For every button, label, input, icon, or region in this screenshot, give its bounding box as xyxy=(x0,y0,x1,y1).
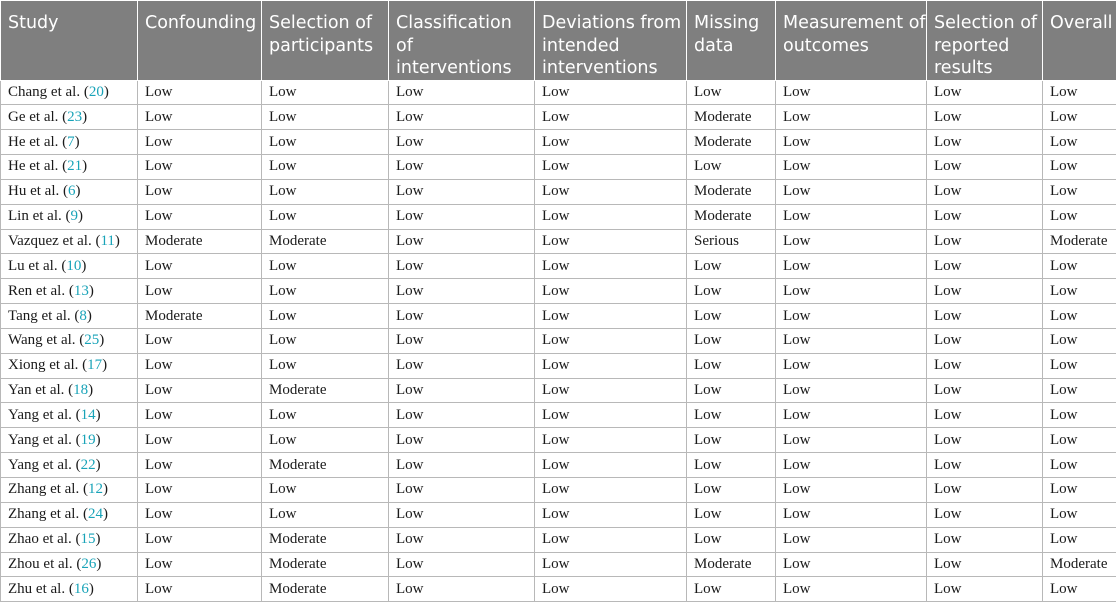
classification-of-interventions-cell: Low xyxy=(389,254,535,279)
selection-of-participants-cell: Low xyxy=(262,204,389,229)
table-row xyxy=(1,552,1116,577)
study-cell xyxy=(1,378,138,403)
study-author: Yang et al. ( xyxy=(8,406,81,423)
table-row xyxy=(1,403,1116,428)
overall-cell: Low xyxy=(1043,254,1116,279)
reference-link[interactable]: 23 xyxy=(67,108,83,125)
selection-of-participants-cell: Low xyxy=(262,478,389,503)
selection-of-reported-results-cell: Low xyxy=(927,403,1043,428)
selection-of-participants-cell: Low xyxy=(262,130,389,155)
selection-of-participants-cell: Low xyxy=(262,155,389,180)
selection-of-participants-cell: Low xyxy=(262,428,389,453)
confounding-cell: Low xyxy=(138,328,262,353)
study-close-paren: ) xyxy=(81,257,87,274)
classification-of-interventions-cell: Low xyxy=(389,552,535,577)
measurement-of-outcomes-cell: Low xyxy=(776,328,927,353)
missing-data-cell: Serious xyxy=(687,229,776,254)
table-body xyxy=(1,80,1116,602)
study-author: Hu et al. ( xyxy=(8,183,68,200)
table-row xyxy=(1,328,1116,353)
selection-of-reported-results-cell: Low xyxy=(927,229,1043,254)
confounding-cell: Low xyxy=(138,577,262,602)
measurement-of-outcomes-cell: Low xyxy=(776,353,927,378)
deviations-cell: Low xyxy=(535,254,687,279)
confounding-cell: Low xyxy=(138,155,262,180)
study-cell xyxy=(1,428,138,453)
missing-data-cell: Low xyxy=(687,304,776,329)
table-row xyxy=(1,105,1116,130)
reference-link[interactable]: 22 xyxy=(80,456,96,473)
selection-of-reported-results-cell: Low xyxy=(927,502,1043,527)
classification-of-interventions-cell: Low xyxy=(389,577,535,602)
deviations-cell: Low xyxy=(535,279,687,304)
classification-of-interventions-cell: Low xyxy=(389,80,535,105)
measurement-of-outcomes-cell: Low xyxy=(776,552,927,577)
confounding-cell: Moderate xyxy=(138,304,262,329)
overall-cell: Low xyxy=(1043,353,1116,378)
overall-cell: Low xyxy=(1043,403,1116,428)
overall-cell: Low xyxy=(1043,204,1116,229)
overall-cell: Moderate xyxy=(1043,552,1116,577)
study-cell xyxy=(1,304,138,329)
classification-of-interventions-cell: Low xyxy=(389,478,535,503)
study-cell xyxy=(1,80,138,105)
confounding-cell: Low xyxy=(138,254,262,279)
reference-link[interactable]: 13 xyxy=(73,282,89,299)
reference-link[interactable]: 15 xyxy=(80,531,96,548)
confounding-cell: Low xyxy=(138,502,262,527)
reference-link[interactable]: 24 xyxy=(87,506,103,523)
reference-link[interactable]: 19 xyxy=(80,431,96,448)
classification-of-interventions-cell: Low xyxy=(389,502,535,527)
overall-cell: Low xyxy=(1043,304,1116,329)
measurement-of-outcomes-cell: Low xyxy=(776,577,927,602)
confounding-cell: Low xyxy=(138,527,262,552)
selection-of-reported-results-cell: Low xyxy=(927,254,1043,279)
deviations-cell: Low xyxy=(535,179,687,204)
missing-data-cell: Low xyxy=(687,453,776,478)
table-row xyxy=(1,502,1116,527)
column-header-overall: Overall xyxy=(1043,1,1116,81)
confounding-cell: Low xyxy=(138,378,262,403)
classification-of-interventions-cell: Low xyxy=(389,229,535,254)
overall-cell: Low xyxy=(1043,179,1116,204)
header-row xyxy=(1,1,1116,81)
measurement-of-outcomes-cell: Low xyxy=(776,254,927,279)
study-cell xyxy=(1,328,138,353)
study-close-paren: ) xyxy=(95,531,101,548)
measurement-of-outcomes-cell: Low xyxy=(776,502,927,527)
missing-data-cell: Low xyxy=(687,155,776,180)
study-close-paren: ) xyxy=(82,158,88,175)
study-close-paren: ) xyxy=(102,481,108,498)
deviations-cell: Low xyxy=(535,229,687,254)
confounding-cell: Low xyxy=(138,179,262,204)
measurement-of-outcomes-cell: Low xyxy=(776,453,927,478)
reference-link[interactable]: 20 xyxy=(88,83,104,100)
deviations-cell: Low xyxy=(535,428,687,453)
study-cell xyxy=(1,502,138,527)
deviations-cell: Low xyxy=(535,577,687,602)
column-header-measurement-of-outcomes: Measurement of outcomes xyxy=(776,1,927,81)
column-header-missing-data: Missing data xyxy=(687,1,776,81)
selection-of-reported-results-cell: Low xyxy=(927,105,1043,130)
confounding-cell: Low xyxy=(138,403,262,428)
selection-of-participants-cell: Low xyxy=(262,328,389,353)
reference-link[interactable]: 17 xyxy=(87,357,103,374)
missing-data-cell: Low xyxy=(687,353,776,378)
selection-of-reported-results-cell: Low xyxy=(927,328,1043,353)
reference-link[interactable]: 10 xyxy=(66,257,82,274)
study-author: Yang et al. ( xyxy=(8,431,81,448)
selection-of-participants-cell: Moderate xyxy=(262,229,389,254)
measurement-of-outcomes-cell: Low xyxy=(776,80,927,105)
selection-of-reported-results-cell: Low xyxy=(927,378,1043,403)
reference-link[interactable]: 11 xyxy=(100,232,115,249)
deviations-cell: Low xyxy=(535,80,687,105)
deviations-cell: Low xyxy=(535,527,687,552)
deviations-cell: Low xyxy=(535,478,687,503)
study-author: He et al. ( xyxy=(8,158,68,175)
study-author: He et al. ( xyxy=(8,133,68,150)
selection-of-participants-cell: Moderate xyxy=(262,527,389,552)
missing-data-cell: Low xyxy=(687,254,776,279)
study-close-paren: ) xyxy=(96,555,102,572)
overall-cell: Low xyxy=(1043,80,1116,105)
deviations-cell: Low xyxy=(535,453,687,478)
overall-cell: Low xyxy=(1043,453,1116,478)
column-header-deviations-from-intended-interventions: Deviations from intended interventions xyxy=(535,1,687,81)
study-cell xyxy=(1,527,138,552)
deviations-cell: Low xyxy=(535,204,687,229)
classification-of-interventions-cell: Low xyxy=(389,105,535,130)
selection-of-participants-cell: Low xyxy=(262,304,389,329)
column-header-study: Study xyxy=(1,1,138,81)
table-row xyxy=(1,80,1116,105)
reference-link[interactable]: 12 xyxy=(87,481,103,498)
reference-link[interactable]: 6 xyxy=(67,183,76,200)
classification-of-interventions-cell: Low xyxy=(389,527,535,552)
overall-cell: Moderate xyxy=(1043,229,1116,254)
study-close-paren: ) xyxy=(88,382,94,399)
confounding-cell: Low xyxy=(138,552,262,577)
deviations-cell: Low xyxy=(535,130,687,155)
selection-of-reported-results-cell: Low xyxy=(927,453,1043,478)
study-close-paren: ) xyxy=(95,406,101,423)
missing-data-cell: Moderate xyxy=(687,179,776,204)
measurement-of-outcomes-cell: Low xyxy=(776,304,927,329)
table-row xyxy=(1,254,1116,279)
study-close-paren: ) xyxy=(102,357,108,374)
classification-of-interventions-cell: Low xyxy=(389,204,535,229)
deviations-cell: Low xyxy=(535,155,687,180)
classification-of-interventions-cell: Low xyxy=(389,328,535,353)
overall-cell: Low xyxy=(1043,428,1116,453)
selection-of-reported-results-cell: Low xyxy=(927,204,1043,229)
missing-data-cell: Moderate xyxy=(687,552,776,577)
selection-of-reported-results-cell: Low xyxy=(927,478,1043,503)
overall-cell: Low xyxy=(1043,577,1116,602)
reference-link[interactable]: 9 xyxy=(70,208,78,225)
study-author: Tang et al. ( xyxy=(8,307,80,324)
overall-cell: Low xyxy=(1043,279,1116,304)
selection-of-reported-results-cell: Low xyxy=(927,353,1043,378)
measurement-of-outcomes-cell: Low xyxy=(776,130,927,155)
study-cell xyxy=(1,478,138,503)
reference-link[interactable]: 16 xyxy=(73,580,89,597)
reference-link[interactable]: 21 xyxy=(67,158,83,175)
study-cell xyxy=(1,552,138,577)
selection-of-participants-cell: Low xyxy=(262,80,389,105)
study-author: Ren et al. ( xyxy=(8,282,74,299)
confounding-cell: Low xyxy=(138,428,262,453)
study-cell xyxy=(1,179,138,204)
confounding-cell: Low xyxy=(138,279,262,304)
study-close-paren: ) xyxy=(82,108,88,125)
confounding-cell: Low xyxy=(138,353,262,378)
study-close-paren: ) xyxy=(75,183,81,200)
deviations-cell: Low xyxy=(535,328,687,353)
classification-of-interventions-cell: Low xyxy=(389,130,535,155)
study-close-paren: ) xyxy=(74,133,80,150)
column-header-confounding: Confounding xyxy=(138,1,262,81)
study-close-paren: ) xyxy=(88,282,94,299)
table-row xyxy=(1,428,1116,453)
deviations-cell: Low xyxy=(535,304,687,329)
measurement-of-outcomes-cell: Low xyxy=(776,478,927,503)
study-author: Lu et al. ( xyxy=(8,257,67,274)
reference-link[interactable]: 18 xyxy=(73,382,89,399)
selection-of-participants-cell: Low xyxy=(262,353,389,378)
study-author: Zhang et al. ( xyxy=(8,481,88,498)
selection-of-participants-cell: Moderate xyxy=(262,378,389,403)
study-cell xyxy=(1,229,138,254)
study-author: Vazquez et al. ( xyxy=(8,232,101,249)
column-header-classification-of-interventions: Classification of interventions xyxy=(389,1,535,81)
missing-data-cell: Low xyxy=(687,428,776,453)
table-row xyxy=(1,304,1116,329)
missing-data-cell: Low xyxy=(687,328,776,353)
measurement-of-outcomes-cell: Low xyxy=(776,204,927,229)
measurement-of-outcomes-cell: Low xyxy=(776,279,927,304)
study-close-paren: ) xyxy=(103,83,109,100)
selection-of-participants-cell: Low xyxy=(262,403,389,428)
reference-link[interactable]: 26 xyxy=(81,555,97,572)
table-row xyxy=(1,204,1116,229)
selection-of-participants-cell: Low xyxy=(262,105,389,130)
table-row xyxy=(1,229,1116,254)
reference-link[interactable]: 8 xyxy=(79,307,87,324)
overall-cell: Low xyxy=(1043,478,1116,503)
measurement-of-outcomes-cell: Low xyxy=(776,428,927,453)
study-author: Zhu et al. ( xyxy=(8,580,74,597)
reference-link[interactable]: 7 xyxy=(67,133,75,150)
measurement-of-outcomes-cell: Low xyxy=(776,403,927,428)
classification-of-interventions-cell: Low xyxy=(389,353,535,378)
study-close-paren: ) xyxy=(99,332,105,349)
column-header-selection-of-participants: Selection of participants xyxy=(262,1,389,81)
overall-cell: Low xyxy=(1043,502,1116,527)
deviations-cell: Low xyxy=(535,552,687,577)
measurement-of-outcomes-cell: Low xyxy=(776,155,927,180)
measurement-of-outcomes-cell: Low xyxy=(776,105,927,130)
measurement-of-outcomes-cell: Low xyxy=(776,229,927,254)
deviations-cell: Low xyxy=(535,403,687,428)
classification-of-interventions-cell: Low xyxy=(389,428,535,453)
overall-cell: Low xyxy=(1043,130,1116,155)
classification-of-interventions-cell: Low xyxy=(389,155,535,180)
measurement-of-outcomes-cell: Low xyxy=(776,378,927,403)
study-close-paren: ) xyxy=(88,580,94,597)
confounding-cell: Low xyxy=(138,80,262,105)
study-cell xyxy=(1,403,138,428)
selection-of-participants-cell: Low xyxy=(262,502,389,527)
table-row xyxy=(1,155,1116,180)
overall-cell: Low xyxy=(1043,155,1116,180)
study-close-paren: ) xyxy=(77,208,83,225)
overall-cell: Low xyxy=(1043,105,1116,130)
selection-of-reported-results-cell: Low xyxy=(927,80,1043,105)
classification-of-interventions-cell: Low xyxy=(389,304,535,329)
study-cell xyxy=(1,453,138,478)
deviations-cell: Low xyxy=(535,353,687,378)
missing-data-cell: Moderate xyxy=(687,204,776,229)
column-header-selection-of-reported-results: Selection of reported results xyxy=(927,1,1043,81)
study-cell xyxy=(1,130,138,155)
confounding-cell: Low xyxy=(138,105,262,130)
classification-of-interventions-cell: Low xyxy=(389,179,535,204)
table-row xyxy=(1,577,1116,602)
table-row xyxy=(1,353,1116,378)
study-cell xyxy=(1,204,138,229)
study-cell xyxy=(1,254,138,279)
missing-data-cell: Low xyxy=(687,403,776,428)
confounding-cell: Low xyxy=(138,453,262,478)
selection-of-reported-results-cell: Low xyxy=(927,155,1043,180)
missing-data-cell: Moderate xyxy=(687,130,776,155)
study-cell xyxy=(1,155,138,180)
missing-data-cell: Low xyxy=(687,279,776,304)
study-author: Zhao et al. ( xyxy=(8,531,81,548)
overall-cell: Low xyxy=(1043,328,1116,353)
confounding-cell: Low xyxy=(138,478,262,503)
confounding-cell: Low xyxy=(138,204,262,229)
missing-data-cell: Low xyxy=(687,502,776,527)
confounding-cell: Low xyxy=(138,130,262,155)
study-author: Yan et al. ( xyxy=(8,382,74,399)
deviations-cell: Low xyxy=(535,105,687,130)
study-author: Zhou et al. ( xyxy=(8,555,82,572)
confounding-cell: Moderate xyxy=(138,229,262,254)
selection-of-reported-results-cell: Low xyxy=(927,304,1043,329)
study-close-paren: ) xyxy=(95,431,101,448)
missing-data-cell: Low xyxy=(687,478,776,503)
study-author: Lin et al. ( xyxy=(8,208,71,225)
selection-of-participants-cell: Low xyxy=(262,179,389,204)
study-cell xyxy=(1,353,138,378)
study-author: Zhang et al. ( xyxy=(8,506,88,523)
classification-of-interventions-cell: Low xyxy=(389,403,535,428)
study-close-paren: ) xyxy=(114,232,120,249)
table-row xyxy=(1,130,1116,155)
study-close-paren: ) xyxy=(86,307,92,324)
study-author: Chang et al. ( xyxy=(8,83,89,100)
table-row xyxy=(1,179,1116,204)
selection-of-reported-results-cell: Low xyxy=(927,179,1043,204)
missing-data-cell: Low xyxy=(687,577,776,602)
study-author: Xiong et al. ( xyxy=(8,357,88,374)
selection-of-reported-results-cell: Low xyxy=(927,577,1043,602)
table-row xyxy=(1,453,1116,478)
selection-of-participants-cell: Low xyxy=(262,279,389,304)
study-cell xyxy=(1,577,138,602)
classification-of-interventions-cell: Low xyxy=(389,378,535,403)
table-row xyxy=(1,527,1116,552)
study-author: Yang et al. ( xyxy=(8,456,81,473)
study-cell xyxy=(1,279,138,304)
classification-of-interventions-cell: Low xyxy=(389,279,535,304)
overall-cell: Low xyxy=(1043,527,1116,552)
selection-of-participants-cell: Low xyxy=(262,254,389,279)
selection-of-reported-results-cell: Low xyxy=(927,527,1043,552)
reference-link[interactable]: 14 xyxy=(80,406,96,423)
study-close-paren: ) xyxy=(102,506,108,523)
classification-of-interventions-cell: Low xyxy=(389,453,535,478)
deviations-cell: Low xyxy=(535,378,687,403)
selection-of-reported-results-cell: Low xyxy=(927,552,1043,577)
selection-of-reported-results-cell: Low xyxy=(927,428,1043,453)
study-author: Wang et al. ( xyxy=(8,332,85,349)
selection-of-participants-cell: Moderate xyxy=(262,552,389,577)
measurement-of-outcomes-cell: Low xyxy=(776,527,927,552)
missing-data-cell: Low xyxy=(687,378,776,403)
table-row xyxy=(1,279,1116,304)
table-row xyxy=(1,378,1116,403)
study-author: Ge et al. ( xyxy=(8,108,68,125)
selection-of-reported-results-cell: Low xyxy=(927,130,1043,155)
table-row xyxy=(1,478,1116,503)
missing-data-cell: Moderate xyxy=(687,105,776,130)
missing-data-cell: Low xyxy=(687,527,776,552)
measurement-of-outcomes-cell: Low xyxy=(776,179,927,204)
deviations-cell: Low xyxy=(535,502,687,527)
selection-of-participants-cell: Moderate xyxy=(262,577,389,602)
missing-data-cell: Low xyxy=(687,80,776,105)
study-close-paren: ) xyxy=(95,456,101,473)
study-cell xyxy=(1,105,138,130)
reference-link[interactable]: 25 xyxy=(84,332,100,349)
selection-of-participants-cell: Moderate xyxy=(262,453,389,478)
selection-of-reported-results-cell: Low xyxy=(927,279,1043,304)
overall-cell: Low xyxy=(1043,378,1116,403)
